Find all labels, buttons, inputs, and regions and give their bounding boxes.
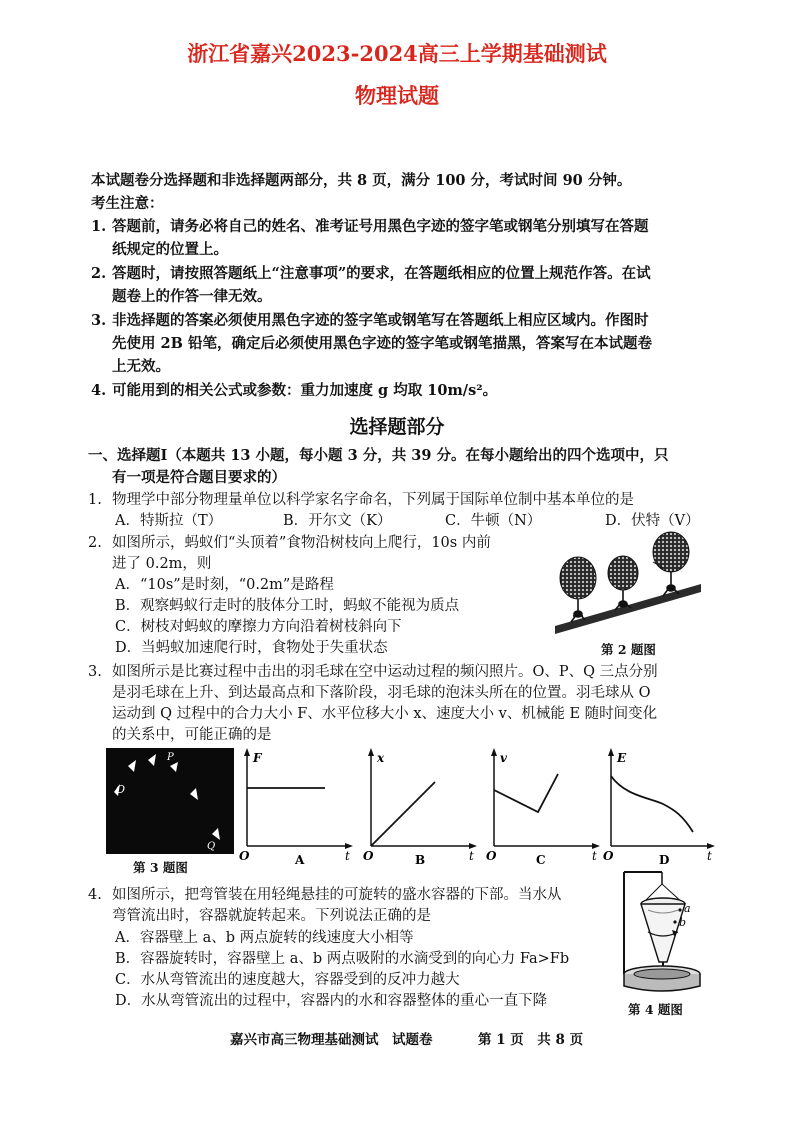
q3-graph-d-curve — [611, 776, 693, 832]
note-3-line-3: 上无效。 — [112, 358, 170, 375]
q3-number: 3. — [88, 664, 102, 680]
q3-graph-a — [237, 746, 357, 868]
q4-stem-line-2: 弯管流出时，容器就旋转起来。下列说法正确的是 — [112, 908, 431, 924]
q3-graph-b-origin: O — [363, 849, 374, 863]
q3-graph-d-ylabel: E — [617, 751, 627, 765]
q3-stem-line-1: 如图所示是比赛过程中击出的羽毛球在空中运动过程的频闪照片。O、P、Q 三点分别 — [112, 664, 658, 680]
q2-option-c: C．树枝对蚂蚁的摩擦力方向沿着树枝斜向下 — [115, 619, 402, 635]
q2-number: 2. — [88, 535, 102, 551]
note-3-num: 3. — [91, 312, 107, 329]
intro-line: 本试题卷分选择题和非选择题两部分，共 8 页，满分 100 分，考试时间 90 分钟。 — [91, 172, 632, 189]
page-subtitle: 物理试题 — [355, 83, 439, 108]
q3-graph-b-ylabel: x — [377, 751, 385, 765]
q1-option-d: D．伏特（V） — [605, 513, 700, 529]
q4-caption: 第 4 题图 — [628, 1002, 683, 1017]
q2-option-d: D．当蚂蚁加速爬行时，食物处于失重状态 — [115, 640, 388, 656]
q2-stem-line-1: 如图所示，蚂蚁们“头顶着”食物沿树枝向上爬行，10s 内前 — [112, 535, 491, 551]
q3-photo-label-o: O — [116, 783, 126, 796]
q3-photo-label-p: P — [167, 752, 174, 763]
q2-caption: 第 2 题图 — [601, 642, 656, 657]
note-2-line-1: 答题时，请按照答题纸上“注意事项”的要求，在答题纸相应的位置上规范作答。在试 — [112, 265, 651, 282]
q3-strobe-photo — [106, 748, 234, 854]
q3-graph-a-ylabel: F — [253, 751, 262, 765]
q4-option-b: B．容器旋转时，容器壁上 a、b 两点吸附的水滴受到的向心力 Fa>Fb — [115, 951, 570, 967]
q1-option-c: C．牛顿（N） — [445, 513, 542, 529]
q3-graph-d — [603, 746, 719, 868]
q4-container-figure — [612, 862, 712, 996]
section-title: 选择题部分 — [349, 416, 445, 438]
note-2-line-2: 题卷上的作答一律无效。 — [112, 288, 272, 305]
note-4-num: 4. — [91, 382, 107, 399]
q2-stem-line-2: 进了 0.2m，则 — [112, 556, 212, 572]
page-title: 浙江省嘉兴2023-2024高三上学期基础测试 — [187, 41, 607, 66]
q3-graph-b-curve — [371, 782, 435, 846]
note-2-num: 2. — [91, 265, 107, 282]
q3-graph-d-xlabel: t — [707, 849, 712, 863]
q3-graph-b-xlabel: t — [469, 849, 474, 863]
q3-graph-a-origin: O — [239, 849, 250, 863]
q1-stem: 物理学中部分物理量单位以科学家名字命名，下列属于国际单位制中基本单位的是 — [112, 492, 634, 508]
q3-graph-a-xlabel: t — [345, 849, 350, 863]
part1-heading-line-1: 一、选择题Ⅰ（本题共 13 小题，每小题 3 分，共 39 分。在每小题给出的四个选项中，只 — [88, 447, 669, 464]
q2-ant-figure — [553, 528, 703, 638]
q3-graph-c — [484, 746, 604, 868]
q4-stem-line-1: 如图所示，把弯管装在用轻绳悬挂的可旋转的盛水容器的下部。当水从 — [112, 887, 562, 903]
q2-option-a: A．“10s”是时刻，“0.2m”是路程 — [115, 577, 334, 593]
q3-graph-a-option: A — [295, 853, 305, 867]
q3-stem-line-3: 运动到 Q 过程中的合力大小 F、水平位移大小 x、速度大小 v、机械能 E 随时间变化 — [112, 706, 658, 722]
q2-option-b: B．观察蚂蚁行走时的肢体分工时，蚂蚁不能视为质点 — [115, 598, 460, 614]
q3-graph-c-xlabel: t — [592, 849, 597, 863]
note-1-num: 1. — [91, 218, 107, 235]
note-3-line-1: 非选择题的答案必须使用黑色字迹的签字笔或钢笔写在答题纸上相应区域内。作图时 — [112, 312, 649, 329]
q1-number: 1. — [88, 492, 102, 508]
q3-caption: 第 3 题图 — [133, 860, 188, 875]
q3-graph-c-curve — [494, 774, 558, 812]
q1-option-a: A．特斯拉（T） — [115, 513, 223, 529]
notice-title: 考生注意： — [91, 195, 164, 212]
footer-right: 第 1 页 共 8 页 — [478, 1032, 584, 1048]
q4-option-d: D．水从弯管流出的过程中，容器内的水和容器整体的重心一直下降 — [115, 993, 548, 1009]
q3-graph-d-option: D — [659, 853, 670, 867]
footer-left: 嘉兴市高三物理基础测试 试题卷 — [230, 1032, 433, 1048]
q4-label-b: b — [679, 916, 687, 929]
q1-option-b: B．开尔文（K） — [283, 513, 392, 529]
q4-label-a: a — [684, 902, 691, 915]
q3-graph-d-origin: O — [603, 849, 614, 863]
q3-graph-c-origin: O — [486, 849, 497, 863]
q4-number: 4. — [88, 887, 102, 903]
q3-graph-b — [361, 746, 481, 868]
q3-photo-label-q: Q — [207, 841, 216, 852]
q3-stem-line-4: 的关系中，可能正确的是 — [112, 727, 272, 743]
part1-heading-line-2: 有一项是符合题目要求的） — [112, 469, 286, 486]
q3-graph-b-option: B — [415, 853, 426, 867]
q3-graph-c-option: C — [536, 853, 546, 867]
note-4-line-1: 可能用到的相关公式或参数：重力加速度 g 均取 10m/s²。 — [112, 382, 498, 399]
q4-option-c: C．水从弯管流出的速度越大，容器受到的反冲力越大 — [115, 972, 460, 988]
q3-graph-c-ylabel: v — [500, 751, 507, 765]
note-1-line-1: 答题前，请务必将自己的姓名、准考证号用黑色字迹的签字笔或钢笔分别填写在答题 — [112, 218, 649, 235]
q4-option-a: A．容器壁上 a、b 两点旋转的线速度大小相等 — [115, 930, 414, 946]
q3-stem-line-2: 是羽毛球在上升、到达最高点和下落阶段，羽毛球的泡沫头所在的位置。羽毛球从 O — [112, 685, 651, 701]
note-3-line-2: 先使用 2B 铅笔，确定后必须使用黑色字迹的签字笔或钢笔描黑，答案写在本试题卷 — [112, 335, 652, 352]
note-1-line-2: 纸规定的位置上。 — [112, 241, 228, 258]
